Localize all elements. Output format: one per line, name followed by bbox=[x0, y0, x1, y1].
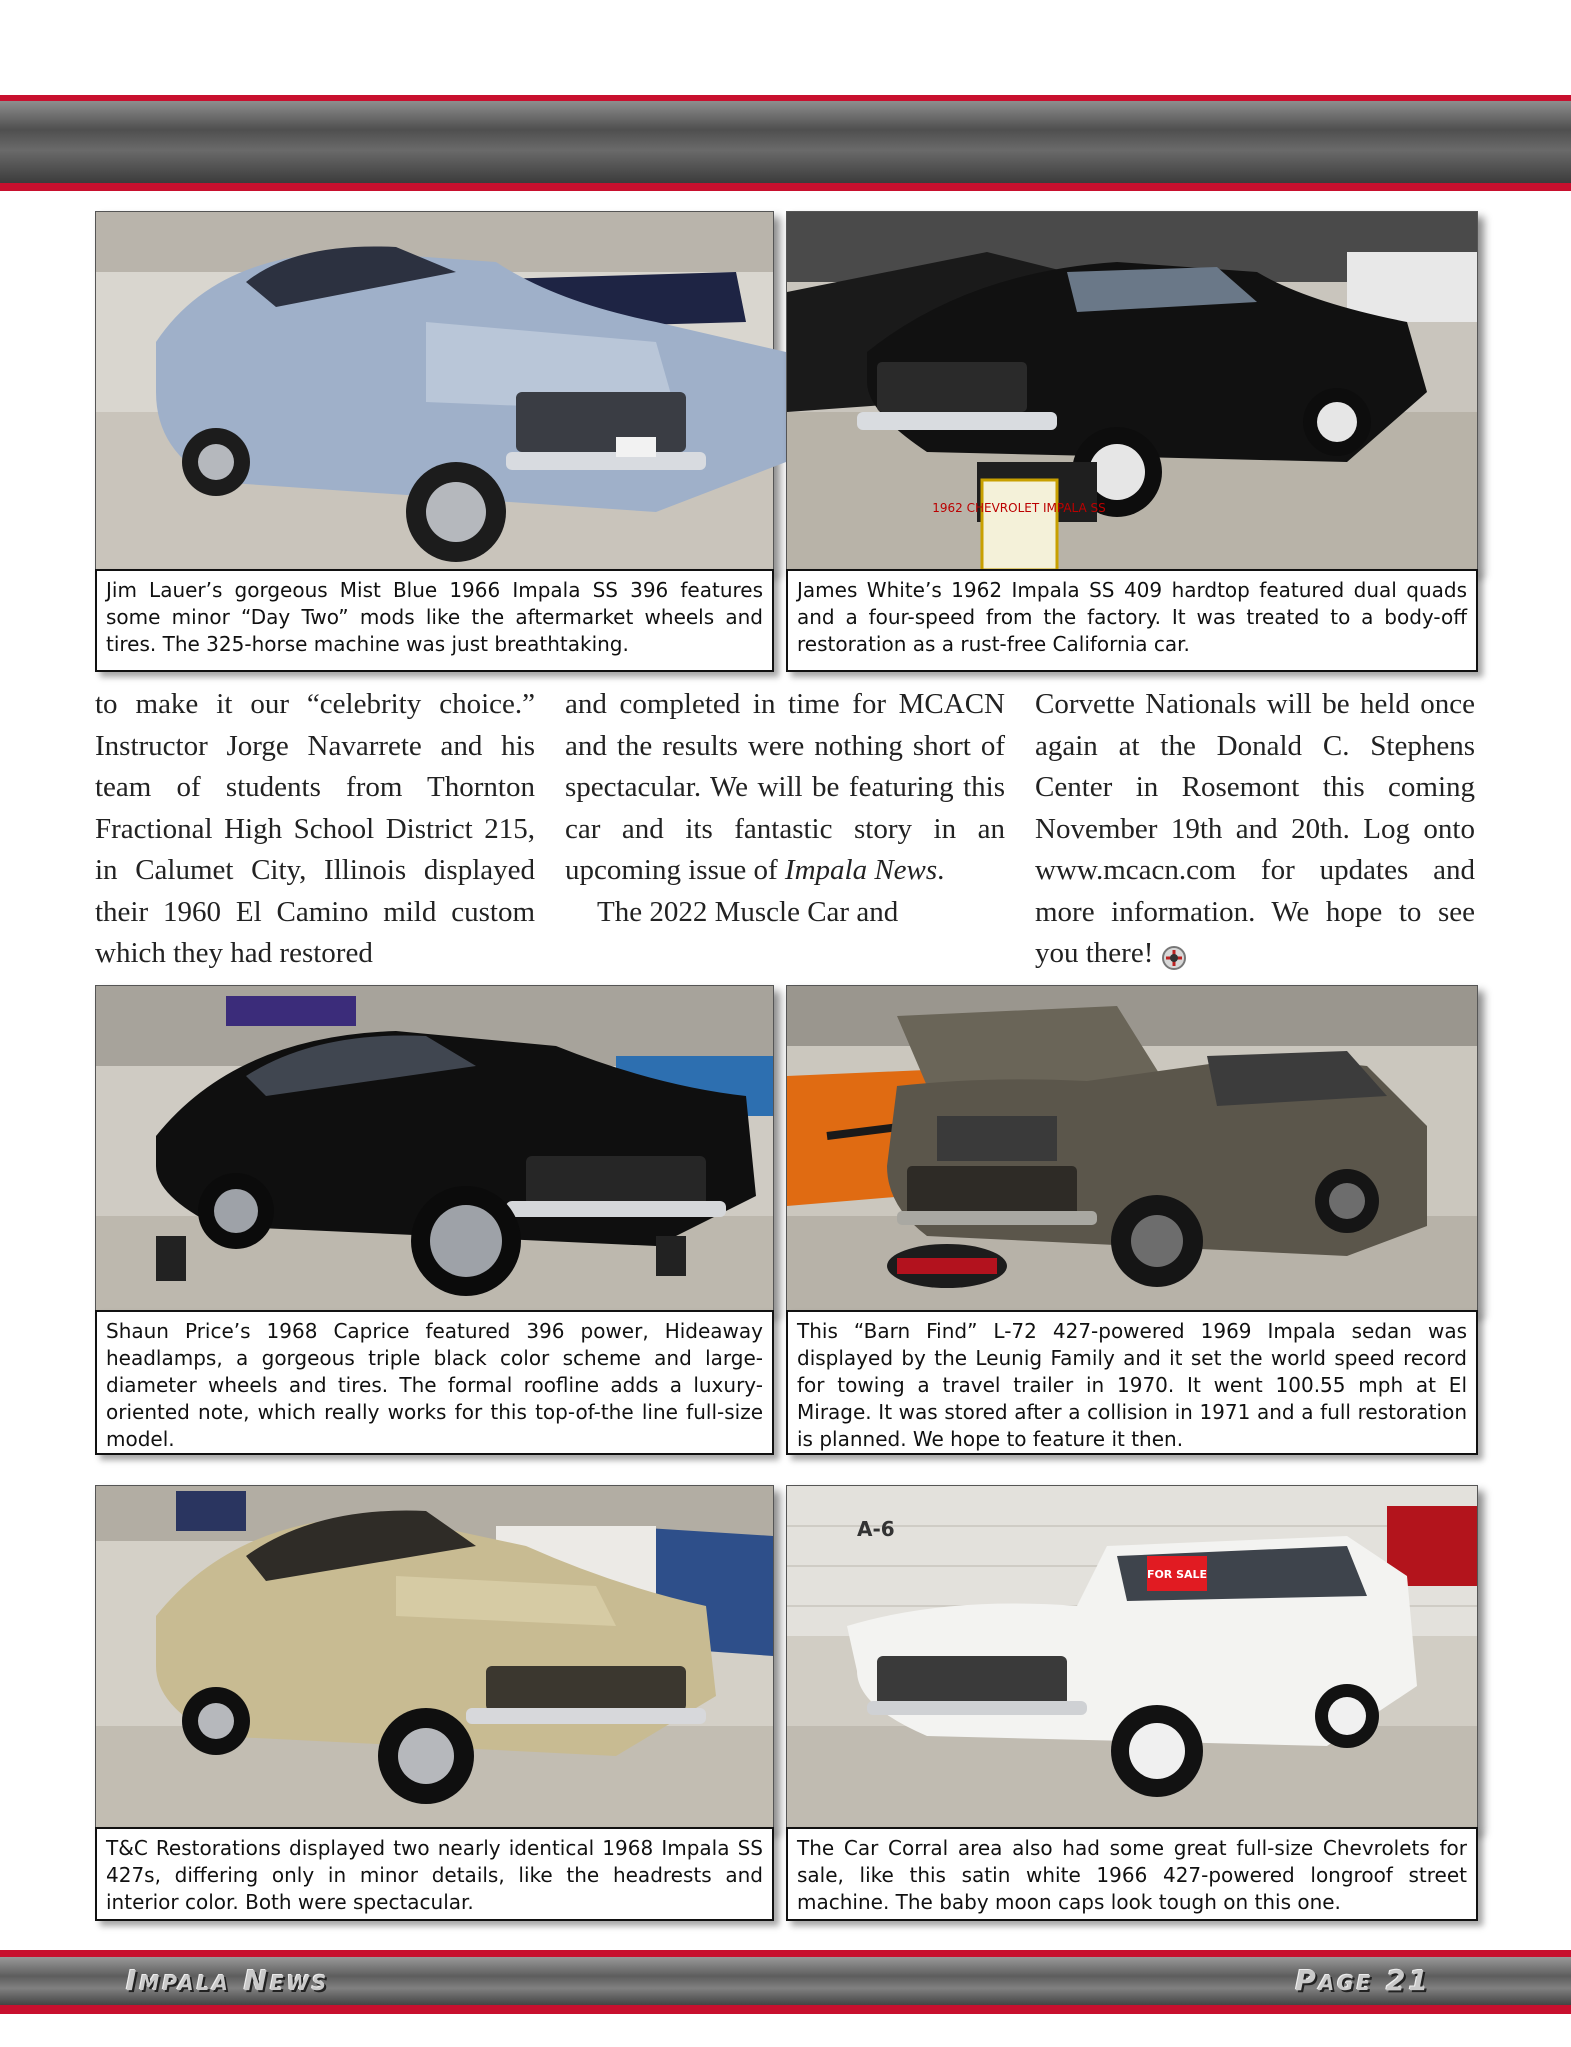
footer-red-stripe-lower bbox=[0, 2005, 1571, 2014]
black-impala-illustration bbox=[787, 212, 1477, 570]
photo-caption: The Car Corral area also had some great full-size Chevrolets for sale, like this satin white 1966 427-powered longroof street machine. The baby moon caps look tough on this one. bbox=[786, 1827, 1478, 1921]
photo-1968-caprice bbox=[95, 985, 774, 1451]
photo-caption: T&C Restorations displayed two nearly identical 1968 Impala SS 427s, differing only in minor details, like the headrests and interior color. Both were spectacular. bbox=[95, 1827, 774, 1921]
white-wagon-illustration bbox=[787, 1486, 1477, 1828]
article-column-2 bbox=[565, 684, 1005, 933]
for-sale-sign-text: FOR SALE bbox=[1146, 1568, 1208, 1581]
photo-caption: This “Barn Find” L-72 427-powered 1969 Impala sedan was displayed by the Leunig Family and it set the world speed record for towing a travel trailer in 1970. It went 100.55 mph at El Mirage. It was stored after a collision in 1971 and a full restoration is planned. We hope to feature it then. bbox=[786, 1310, 1478, 1455]
photo-1969-barn-find bbox=[786, 985, 1478, 1451]
barn-find-illustration bbox=[787, 986, 1477, 1311]
footer-red-stripe bbox=[0, 1950, 1571, 1957]
header-bar bbox=[0, 101, 1571, 183]
footer-publication-name: Impala News bbox=[126, 1964, 330, 1997]
footer-page-number: Page 21 bbox=[1295, 1964, 1431, 1997]
photo-1962-impala-ss409 bbox=[786, 211, 1478, 656]
article-column-3 bbox=[1035, 684, 1475, 975]
black-caprice-illustration bbox=[96, 986, 773, 1311]
photo-caption: Jim Lauer’s gorgeous Mist Blue 1966 Impala SS 396 features some minor “Day Two” mods like the aftermarket wheels and tires. The 325-horse machine was just breathtaking. bbox=[95, 569, 774, 672]
publication-name: Impala News bbox=[784, 854, 938, 886]
article-text: Corvette Nationals will be held once again at the Donald C. Stephens Center in Rosemont this coming November 19th and 20th. Log onto www.mcacn.com for updates and more information. We hope to see you there! bbox=[1035, 688, 1475, 969]
end-mark-icon bbox=[1161, 942, 1187, 968]
article-paragraph bbox=[565, 684, 1005, 892]
article-paragraph bbox=[1035, 684, 1475, 975]
blue-impala-illustration bbox=[96, 212, 773, 570]
photo-1966-wagon bbox=[786, 1485, 1478, 1914]
show-placard-text: 1962 CHEVROLET IMPALA SS bbox=[932, 501, 1106, 515]
header-red-stripe-lower bbox=[0, 183, 1571, 191]
article-text: and completed in time for MCACN and the results were nothing short of spectacular. We will be featuring this car and its fantastic story in an upcoming issue of bbox=[565, 688, 1005, 886]
article-column-1 bbox=[95, 684, 535, 975]
photo-1968-impala-ss427 bbox=[95, 1485, 774, 1914]
wall-label-text: A-6 bbox=[857, 1517, 895, 1541]
gold-impala-illustration bbox=[96, 1486, 773, 1828]
photo-caption: Shaun Price’s 1968 Caprice featured 396 power, Hideaway headlamps, a gorgeous triple black color scheme and large-diameter wheels and tires. The formal roofline adds a luxury-oriented note, which really works for this top-of-the line full-size model. bbox=[95, 1310, 774, 1455]
photo-caption: James White’s 1962 Impala SS 409 hardtop featured dual quads and a four-speed from the factory. It was treated to a body-off restoration as a rust-free California car. bbox=[786, 569, 1478, 672]
article-paragraph: to make it our “celebrity choice.” Instructor Jorge Navarrete and his team of students from Thornton Fractional High School District 215, in Calumet City, Illinois displayed their 1960 El Camino mild custom which they had restored bbox=[95, 688, 535, 969]
article-paragraph: The 2022 Muscle Car and bbox=[597, 895, 899, 928]
photo-1966-impala-ss396 bbox=[95, 211, 774, 656]
article-text: . bbox=[937, 854, 945, 886]
